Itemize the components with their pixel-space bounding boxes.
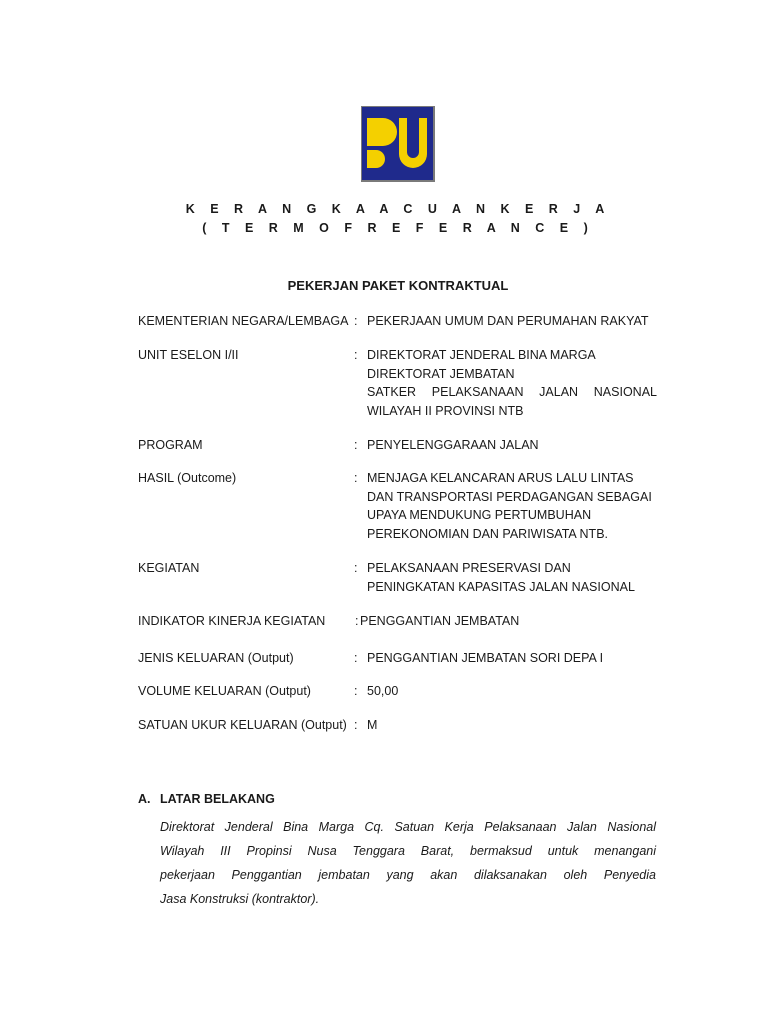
document-heading: PEKERJAN PAKET KONTRAKTUAL — [287, 278, 509, 293]
field-value — [367, 716, 657, 735]
field-label: INDIKATOR KINERJA KEGIATAN — [138, 614, 326, 628]
field-value — [367, 559, 657, 596]
field-value-text: PEKERJAAN UMUM DAN PERUMAHAN RAKYAT — [367, 314, 649, 328]
section-heading — [138, 792, 275, 806]
field-value-line: PEREKONOMIAN DAN PARIWISATA NTB. — [367, 526, 609, 541]
paragraph-line: Wilayah III Propinsi Nusa Tenggara Barat, bermaksud untuk menangani — [160, 844, 656, 858]
field-label: UNIT ESELON I/II — [138, 348, 239, 362]
field-colon: : — [354, 438, 358, 452]
field-value-line: SATKER PELAKSANAAN JALAN NASIONAL — [367, 385, 657, 399]
field-value-text: M — [367, 718, 378, 732]
field-value-line: WILAYAH II PROVINSI NTB — [367, 403, 524, 418]
field-colon: : — [355, 614, 359, 628]
field-value-line: PENINGKATAN KAPASITAS JALAN NASIONAL — [367, 579, 635, 594]
section-number: A. — [138, 792, 151, 806]
field-value — [367, 649, 657, 668]
field-label: HASIL (Outcome) — [138, 471, 237, 485]
section-title: LATAR BELAKANG — [160, 792, 275, 806]
field-value-line: DIREKTORAT JENDERAL BINA MARGA — [367, 348, 596, 362]
field-value-line: PELAKSANAAN PRESERVASI DAN — [367, 561, 571, 575]
pu-logo — [361, 106, 435, 182]
field-colon: : — [354, 718, 358, 732]
field-label: KEMENTERIAN NEGARA/LEMBAGA — [138, 314, 349, 328]
field-colon: : — [354, 471, 358, 485]
field-value-text: 50,00 — [367, 684, 399, 698]
document-subtitle: ( T E R M O F R E F E R A N C E ) — [202, 221, 594, 235]
field-value-line: DIREKTORAT JEMBATAN — [367, 366, 515, 381]
field-value — [367, 469, 657, 543]
field-value-line: MENJAGA KELANCARAN ARUS LALU LINTAS — [367, 471, 634, 485]
field-label: VOLUME KELUARAN (Output) — [138, 684, 311, 698]
field-colon: : — [354, 348, 358, 362]
field-value — [367, 436, 657, 455]
field-colon: : — [354, 314, 358, 328]
field-value-line: UPAYA MENDUKUNG PERTUMBUHAN — [367, 508, 592, 522]
field-label: SATUAN UKUR KELUARAN (Output) — [138, 718, 347, 732]
field-value-text: PENGGANTIAN JEMBATAN — [360, 614, 520, 628]
field-colon: : — [354, 651, 358, 665]
field-colon: : — [354, 684, 358, 698]
field-value-line: DAN TRANSPORTASI PERDAGANGAN SEBAGAI — [367, 489, 652, 504]
section-paragraph — [160, 815, 656, 911]
field-value — [367, 682, 657, 701]
paragraph-line: Direktorat Jenderal Bina Marga Cq. Satuan Kerja Pelaksanaan Jalan Nasional — [160, 820, 656, 834]
field-colon: : — [354, 561, 358, 575]
field-value — [360, 612, 650, 631]
field-value — [367, 312, 657, 331]
pu-logo-icon — [361, 106, 435, 182]
field-label: PROGRAM — [138, 438, 203, 452]
paragraph-line: pekerjaan Penggantian jembatan yang akan dilaksanakan oleh Penyedia — [160, 868, 656, 882]
field-value-text: PENGGANTIAN JEMBATAN SORI DEPA I — [367, 651, 604, 665]
field-value-text: PENYELENGGARAAN JALAN — [367, 438, 539, 452]
document-title: K E R A N G K A A C U A N K E R J A — [185, 202, 611, 216]
field-label: JENIS KELUARAN (Output) — [138, 651, 294, 665]
field-label: KEGIATAN — [138, 561, 200, 575]
paragraph-line: Jasa Konstruksi (kontraktor). — [160, 892, 320, 906]
field-value — [367, 346, 657, 420]
